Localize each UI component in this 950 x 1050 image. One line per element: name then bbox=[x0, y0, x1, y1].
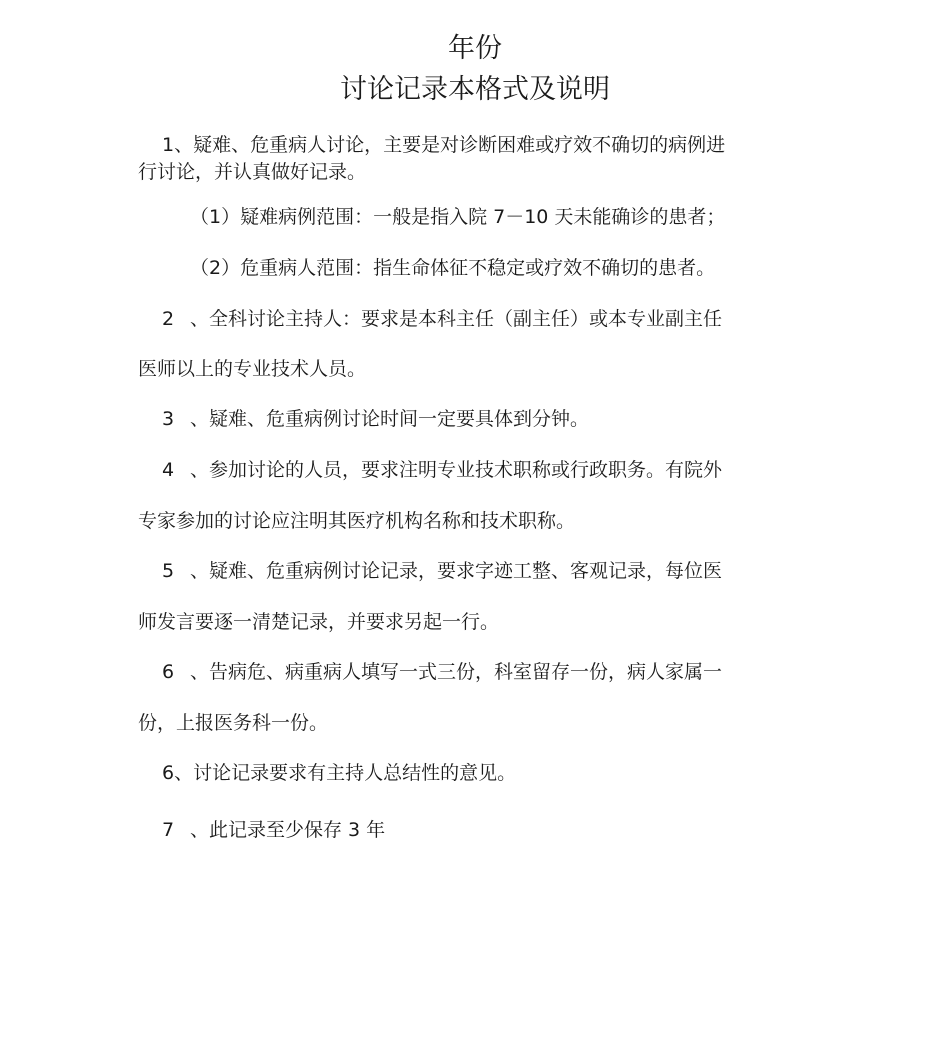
item-number: 4 bbox=[162, 459, 175, 481]
item-number: 7 bbox=[162, 819, 175, 841]
item-number: 2 bbox=[162, 308, 175, 330]
paragraph-6-line-2: 份，上报医务科一份。 bbox=[138, 712, 329, 734]
paragraph-6-line-1 bbox=[138, 659, 778, 685]
paragraph-5-line-1 bbox=[138, 558, 778, 584]
item-text: 、疑难、危重病例讨论记录，要求字迹工整、客观记录，每位医 bbox=[190, 560, 723, 582]
item-number: 5 bbox=[162, 560, 175, 582]
paragraph-3 bbox=[138, 406, 778, 432]
item-number: 3 bbox=[162, 408, 175, 430]
item-number: 6 bbox=[162, 661, 175, 683]
paragraph-4-line-2: 专家参加的讨论应注明其医疗机构名称和技术职称。 bbox=[138, 510, 576, 532]
paragraph-1-line-2: 行讨论，并认真做好记录。 bbox=[138, 161, 367, 183]
item-text: 、告病危、病重病人填写一式三份，科室留存一份，病人家属一 bbox=[190, 661, 723, 683]
paragraph-4-line-1 bbox=[138, 457, 778, 483]
item-text: 、此记录至少保存 3 年 bbox=[190, 819, 386, 841]
item-text: 、全科讨论主持人：要求是本科主任（副主任）或本专业副主任 bbox=[190, 308, 723, 330]
paragraph-7 bbox=[138, 817, 778, 843]
item-text: 、参加讨论的人员，要求注明专业技术职称或行政职务。有院外 bbox=[190, 459, 723, 481]
item-text: 、疑难、危重病例讨论时间一定要具体到分钟。 bbox=[190, 408, 590, 430]
doc-title-main: 讨论记录本格式及说明 bbox=[340, 74, 610, 105]
sub-item-2: （2）危重病人范围：指生命体征不稳定或疗效不确切的患者。 bbox=[190, 257, 716, 279]
sub-item-1: （1）疑难病例范围：一般是指入院 7－10 天未能确诊的患者； bbox=[190, 206, 726, 228]
paragraph-1-line-1: 1、疑难、危重病人讨论，主要是对诊断困难或疗效不确切的病例进 bbox=[162, 134, 726, 156]
paragraph-2-line-1 bbox=[138, 306, 778, 332]
paragraph-5-line-2: 师发言要逐一清楚记录，并要求另起一行。 bbox=[138, 611, 500, 633]
paragraph-6b: 6、讨论记录要求有主持人总结性的意见。 bbox=[162, 762, 517, 784]
paragraph-2-line-2: 医师以上的专业技术人员。 bbox=[138, 358, 367, 380]
doc-title-year: 年份 bbox=[448, 33, 502, 64]
